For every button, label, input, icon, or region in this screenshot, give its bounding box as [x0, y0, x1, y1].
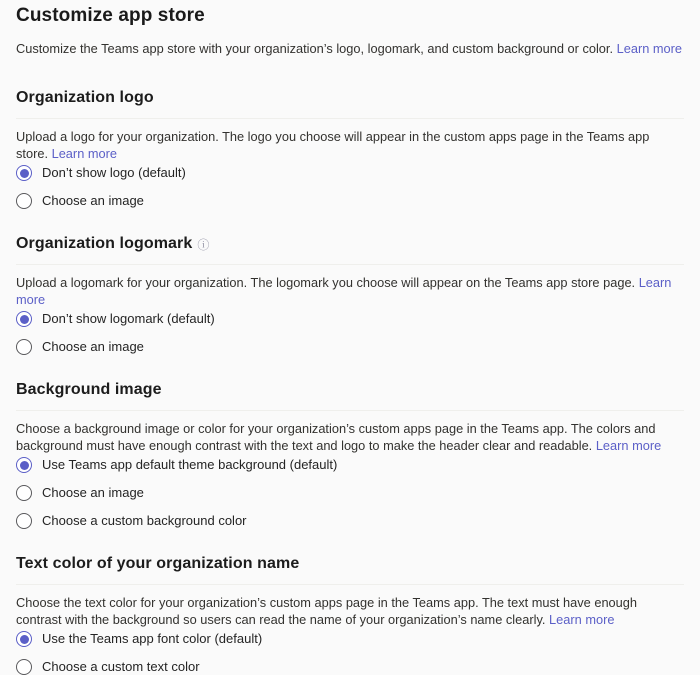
- section-divider: [16, 118, 684, 119]
- section-text-color: [16, 554, 684, 675]
- radio-unselected-icon[interactable]: [16, 659, 32, 675]
- section-background-image: [16, 380, 684, 529]
- section-description: Choose the text color for your organization’s custom apps page in the Teams app. The text must have enough contrast with the background so users can read the name of your organization’s name clearly. Learn more: [16, 595, 638, 627]
- section-description: Choose a background image or color for your organization’s custom apps page in the Teams app. The colors and background must have enough contrast with the text and logo to make the header clear and readable. Learn more: [16, 421, 662, 453]
- radio-choose-image-logomark[interactable]: [16, 339, 684, 355]
- section-heading: Background image: [16, 381, 162, 398]
- radio-unselected-icon[interactable]: [16, 485, 32, 501]
- radio-unselected-icon[interactable]: [16, 193, 32, 209]
- learn-more-link[interactable]: Learn more: [51, 146, 118, 161]
- radio-unselected-icon[interactable]: [16, 339, 32, 355]
- section-description: Upload a logo for your organization. The logo you choose will appear in the custom apps page in the Teams app store. Learn more: [16, 129, 650, 161]
- section-organization-logo: [16, 88, 684, 209]
- radio-option-label: Choose a custom background color: [42, 513, 247, 528]
- learn-more-link[interactable]: Learn more: [549, 612, 615, 627]
- section-divider: [16, 584, 684, 585]
- radio-choose-image-background[interactable]: [16, 485, 684, 501]
- radio-default-font-color[interactable]: [16, 631, 684, 647]
- radio-selected-icon[interactable]: [16, 457, 32, 473]
- learn-more-link[interactable]: Learn more: [16, 275, 672, 307]
- info-icon[interactable]: ⓘ: [197, 238, 210, 252]
- section-organization-logomark: [16, 234, 684, 355]
- learn-more-link[interactable]: Learn more: [595, 438, 662, 453]
- section-divider: [16, 410, 684, 411]
- radio-option-label: Choose an image: [42, 339, 144, 354]
- radio-custom-background-color[interactable]: [16, 513, 684, 529]
- radio-selected-icon[interactable]: [16, 311, 32, 327]
- radio-option-label: Use the Teams app font color (default): [42, 631, 263, 646]
- section-heading: Organization logo: [16, 89, 154, 106]
- radio-option-label: Don’t show logo (default): [42, 165, 186, 180]
- section-heading: Organization logomark: [16, 235, 193, 252]
- radio-option-label: Choose an image: [42, 485, 144, 500]
- radio-option-label: Choose a custom text color: [42, 659, 200, 674]
- learn-more-link[interactable]: Learn more: [616, 41, 683, 56]
- radio-default-theme-background[interactable]: [16, 457, 684, 473]
- radio-option-label: Choose an image: [42, 193, 144, 208]
- intro-paragraph: [16, 40, 684, 57]
- radio-option-label: Don’t show logomark (default): [42, 311, 215, 326]
- radio-unselected-icon[interactable]: [16, 513, 32, 529]
- section-divider: [16, 264, 684, 265]
- radio-selected-icon[interactable]: [16, 631, 32, 647]
- section-heading: Text color of your organization name: [16, 555, 300, 572]
- radio-choose-image-logo[interactable]: [16, 193, 684, 209]
- radio-option-label: Use Teams app default theme background (default): [42, 457, 338, 472]
- section-description: Upload a logomark for your organization. The logomark you choose will appear on the Teams app store page. Learn more: [16, 275, 672, 307]
- radio-selected-icon[interactable]: [16, 165, 32, 181]
- radio-dont-show-logomark[interactable]: [16, 311, 684, 327]
- page-title: Customize app store: [16, 5, 205, 26]
- intro-text: Customize the Teams app store with your organization’s logo, logomark, and custom background or color.: [16, 41, 614, 56]
- radio-dont-show-logo[interactable]: [16, 165, 684, 181]
- radio-custom-text-color[interactable]: [16, 659, 684, 675]
